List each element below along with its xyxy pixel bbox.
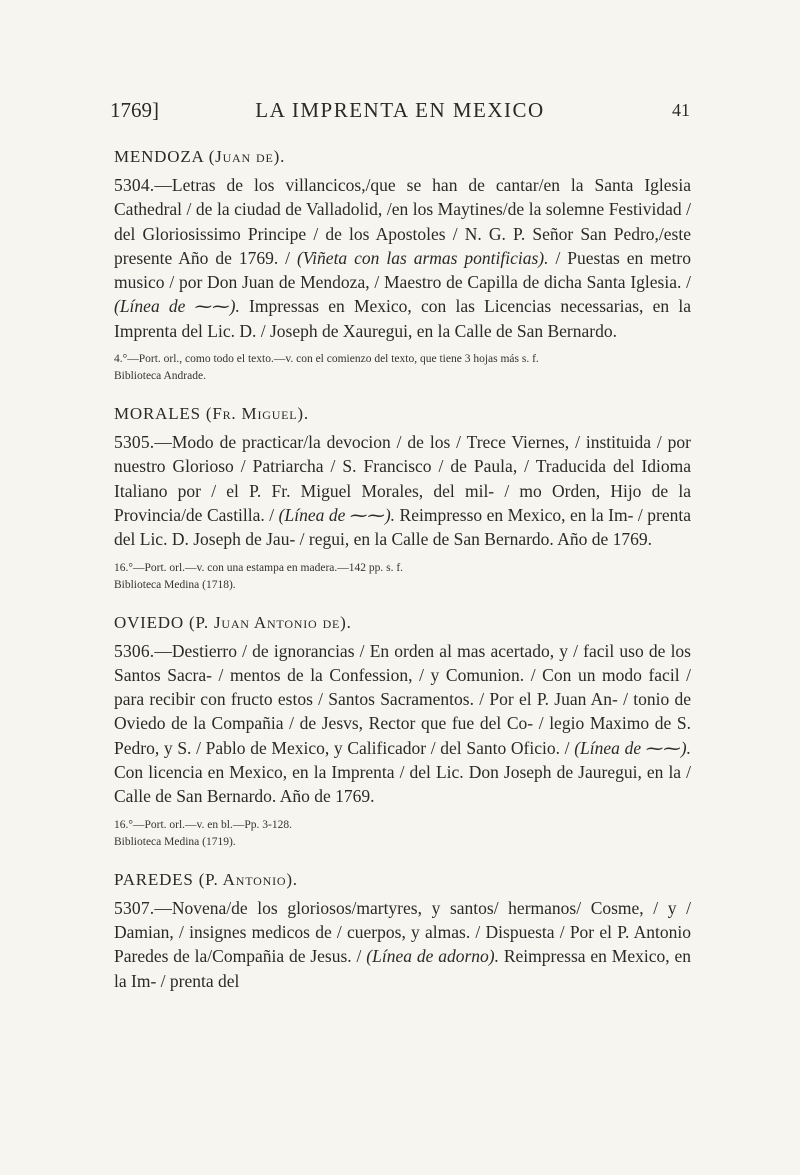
entry-description (114, 639, 691, 809)
entry-text-part: Reimpresso en Mexico, en la Im- / prenta del Lic. D. Joseph de Jau- / regui, en la Calle de San Bernardo. Año de 1769. (114, 504, 691, 550)
entry-description (114, 430, 691, 551)
entry-text-part: —Novena/de los gloriosos/martyres, y santos/ hermanos/ Cosme, / y / Damian, / insignes medicos de / cuerpos, y almas. / Dispuesta / Por el P. Antonio Paredes de la/Compañia de Jesus. / (114, 897, 691, 967)
header-year: 1769] (110, 98, 159, 122)
author-given-name: (Fr. Miguel). (205, 404, 309, 424)
collation-note: 4.°—Port. orl., como todo el texto.—v. con el comienzo del texto, que tiene 3 hojas más s. f. (114, 353, 539, 366)
entry-italic-note: (Viñeta con las armas pontificias). (296, 247, 549, 268)
author-given-name: (Juan de). (208, 147, 286, 166)
author-heading (114, 869, 691, 891)
page-number: 41 (672, 100, 690, 120)
entry-description (114, 173, 691, 343)
entry-note (114, 560, 691, 594)
entry-text-part: / Puestas en metro musico / por Don Juan de Mendoza, / Maestro de Capilla de dicha Santa Iglesia. / (114, 247, 692, 293)
author-surname: MENDOZA (114, 147, 204, 166)
running-header (110, 98, 690, 124)
entry-number: 5305. (114, 432, 155, 453)
author-given-name: (P. Antonio). (198, 869, 298, 889)
entry-text-part: —Destierro / de ignorancias / En orden al mas acertado, y / facil uso de los Santos Sacra- / mentos de la Confession, / y Comunion. / Con un modo facil / para recibir con fructo estos / Santos Sacramentos. / Por el P. Juan An- / tonio de Oviedo de la Compañia / de Jesvs, Rector que fue del Co- / legio Maximo de S. Pedro, y S. / Pablo de Mexico, y Calificador / del Santo Oficio. / (114, 640, 691, 758)
entry-note (114, 351, 691, 385)
entry-text-part: Con licencia en Mexico, en la Imprenta / del Lic. Don Joseph de Jauregui, en la / Calle de San Bernardo. Año de 1769. (114, 762, 691, 807)
author-surname: OVIEDO (114, 612, 184, 632)
author-surname: MORALES (114, 404, 201, 424)
author-heading (114, 612, 691, 634)
entry-description (114, 896, 691, 993)
bibliographic-entry (114, 869, 691, 993)
entry-text-part: —Letras de los villancicos,/que se han de cantar/en la Santa Iglesia Cathedral / de la ciudad de Valladolid, /en los Maytines/de la solemne Festividad / del Gloriosissimo Principe / de los Apostoles / N. G. P. Señor San Pedro,/este presente Año de 1769. / (114, 175, 691, 268)
author-heading (114, 146, 691, 168)
entry-italic-note: (Línea de adorno). (366, 946, 499, 967)
library-note: Biblioteca Medina (1718). (114, 578, 236, 591)
entry-number: 5306. (114, 640, 155, 661)
entry-number: 5307. (114, 897, 155, 918)
entry-text-part: Impressas en Mexico, con las Licencias necessarias, en la Imprenta del Lic. D. / Joseph de Xauregui, en la Calle de San Bernardo. (114, 296, 691, 341)
bibliographic-entry (114, 146, 691, 385)
author-heading (114, 403, 691, 425)
library-note: Biblioteca Medina (1719). (114, 835, 236, 848)
bibliographic-entry (114, 612, 691, 851)
entry-italic-note: (Línea de ⁓⁓). (278, 504, 396, 525)
running-title: LA IMPRENTA EN MEXICO (255, 98, 545, 122)
entry-text-part: —Modo de practicar/la devocion / de los / Trece Viernes, / instituida / por nuestro Glorioso / Patriarcha / S. Francisco / de Paula, / Traducida del Idioma Italiano por / el P. Fr. Miguel Morales, del mil- / mo Orden, Hijo de la Provincia/de Castilla. / (114, 432, 691, 525)
entry-italic-note: (Línea de ⁓⁓). (114, 296, 240, 317)
page-body (114, 146, 691, 1011)
entry-note (114, 817, 691, 851)
entry-italic-note: (Línea de ⁓⁓). (574, 737, 691, 758)
author-surname: PAREDES (114, 869, 194, 889)
author-given-name: (P. Juan Antonio de). (189, 612, 352, 632)
collation-note: 16.°—Port. orl.—v. con una estampa en madera.—142 pp. s. f. (114, 561, 404, 574)
collation-note: 16.°—Port. orl.—v. en bl.—Pp. 3-128. (114, 818, 292, 831)
entry-number: 5304. (114, 175, 155, 195)
bibliographic-entry (114, 403, 691, 593)
entry-text-part: Reimpressa en Mexico, en la Im- / prenta del (114, 946, 691, 991)
library-note: Biblioteca Andrade. (114, 370, 206, 383)
